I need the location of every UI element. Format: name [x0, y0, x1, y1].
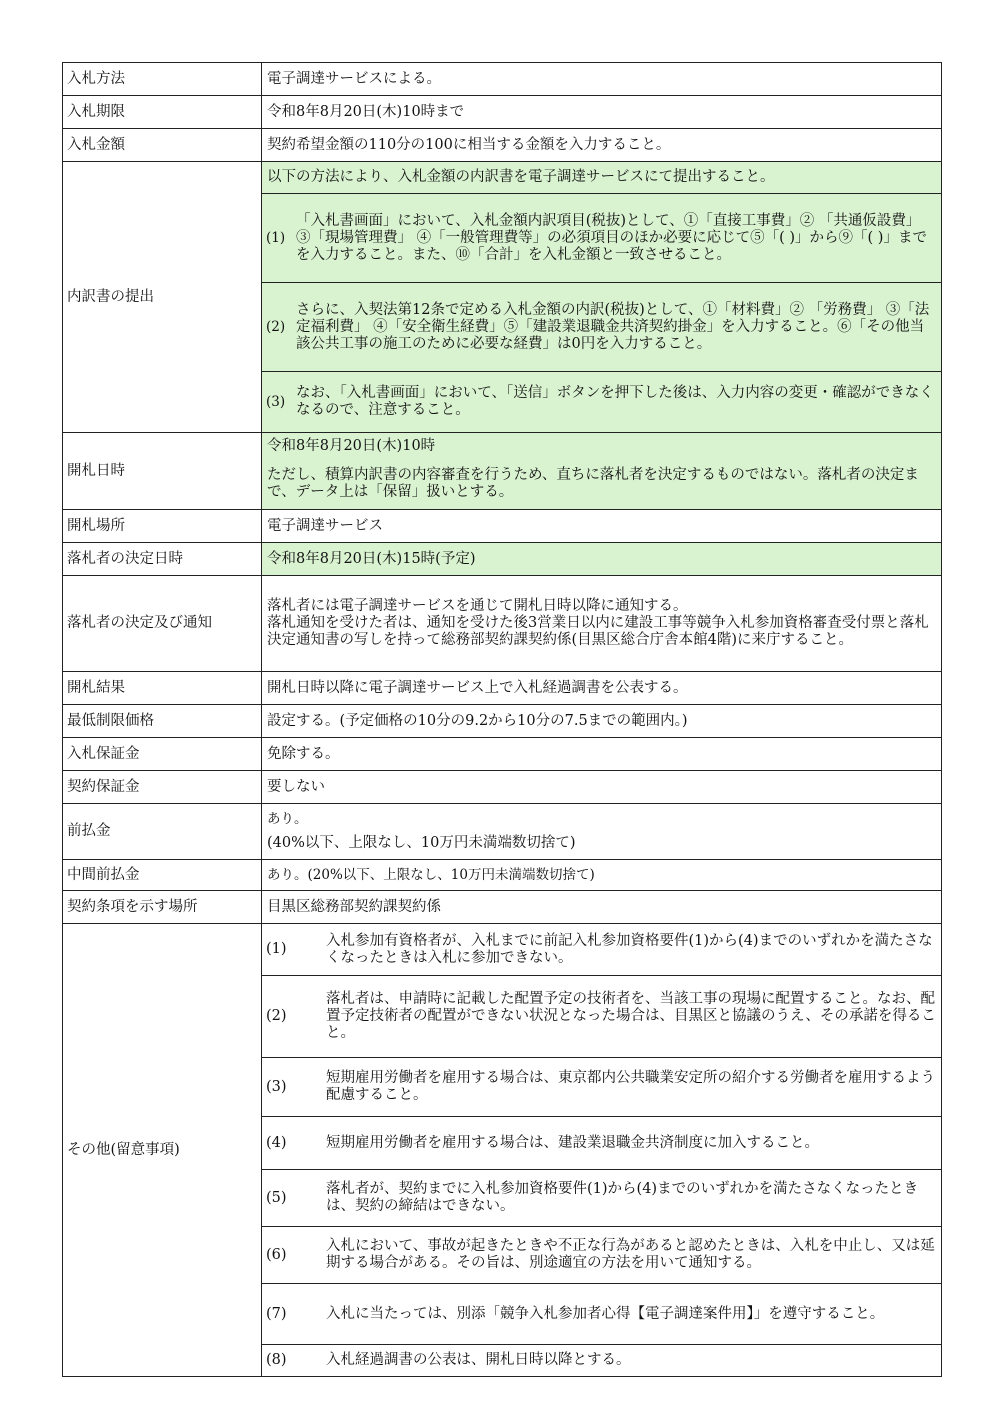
label-breakdown: 内訳書の提出 — [63, 162, 262, 433]
opening-line2-row — [262, 460, 941, 509]
value-amount: 契約希望金額の110分の100に相当する金額を入力すること。 — [262, 129, 942, 162]
other-item-2 — [262, 975, 941, 1057]
value-deadline: 令和8年8月20日(木)10時まで — [262, 96, 942, 129]
label-bid-bond: 入札保証金 — [63, 738, 262, 771]
other-item-num: (4) — [266, 1134, 287, 1151]
other-cell — [262, 924, 942, 1377]
breakdown-item-text: 「入札書画面」において、入札金額内訳項目(税抜)として、①「直接工事費」② 「共通仮設費」 ③「現場管理費」 ④「一般管理費等」の必須項目のほか必要に応じて⑤「( )」から⑨「( )」までを入力すること。また、⑩「合計」を入札金額と一致させること。 — [296, 212, 927, 263]
label-result: 開札結果 — [63, 672, 262, 705]
label-opening: 開札日時 — [63, 433, 262, 510]
other-item-text: 短期雇用労働者を雇用する場合は、東京都内公共職業安定所の紹介する労働者を雇用するよう配慮すること。 — [326, 1070, 935, 1103]
label-method: 入札方法 — [63, 63, 262, 96]
other-item-num: (7) — [266, 1305, 287, 1322]
value-decision-date: 令和8年8月20日(木)15時(予定) — [262, 543, 942, 576]
other-item-4 — [262, 1116, 941, 1169]
other-item-text: 入札参加有資格者が、入札までに前記入札参加資格要件(1)から(4)までのいずれかを満たさなくなったときは入札に参加できない。 — [326, 932, 933, 966]
value-result: 開札日時以降に電子調達サービス上で入札経過調書を公表する。 — [262, 672, 942, 705]
other-item-7 — [262, 1283, 941, 1344]
label-advance: 前払金 — [63, 804, 262, 860]
other-item-text: 入札において、事故が起きたときや不正な行為があると認めたときは、入札を中止し、又は延期する場合がある。その旨は、別途適宜の方法を用いて通知する。 — [326, 1238, 935, 1271]
breakdown-intro: 以下の方法により、入札金額の内訳書を電子調達サービスにて提出すること。 — [267, 169, 775, 185]
label-terms-place: 契約条項を示す場所 — [63, 891, 262, 924]
decision-notice-line2: 落札通知を受けた者は、通知を受けた後3営業日以内に建設工事等競争入札参加資格審査受付票と落札決定通知書の写しを持って総務部契約課契約係(目黒区総合庁舎本館4階)に来庁すること。 — [267, 615, 929, 648]
breakdown-item-text: さらに、入契法第12条で定める入札金額の内訳(税抜)として、①「材料費」② 「労務費」 ③「法定福利費」 ④「安全衛生経費」⑤「建設業退職金共済契約掛金」を入力すること。⑥「その他当該公共工事の施工のために必要な経費」は0円を入力すること。 — [296, 301, 930, 352]
value-min-price: 設定する。(予定価格の10分の9.2から10分の7.5までの範囲内。) — [262, 705, 942, 738]
value-terms-place: 目黒区総務部契約課契約係 — [262, 891, 942, 924]
breakdown-item-num: (3) — [266, 393, 286, 410]
other-item-text: 落札者は、申請時に記載した配置予定の技術者を、当該工事の現場に配置すること。なお、配置予定技術者の配置ができない状況となった場合は、目黒区と協議のうえ、その承諾を得ること。 — [326, 991, 936, 1041]
label-amount: 入札金額 — [63, 129, 262, 162]
other-item-3 — [262, 1057, 941, 1116]
breakdown-item-num: (1) — [266, 229, 286, 246]
opening-line2: ただし、積算内訳書の内容審査を行うため、直ちに落札者を決定するものではない。落札者の決定まで、データ上は「保留」扱いとする。 — [267, 467, 919, 500]
tender-info-table — [62, 62, 942, 1377]
breakdown-item-2 — [262, 282, 941, 371]
other-item-text: 短期雇用労働者を雇用する場合は、建設業退職金共済制度に加入すること。 — [326, 1134, 819, 1151]
other-item-6 — [262, 1226, 941, 1283]
value-method: 電子調達サービスによる。 — [262, 63, 942, 96]
opening-line1: 令和8年8月20日(木)10時 — [267, 438, 436, 454]
breakdown-item-text: なお、「入札書画面」において、「送信」ボタンを押下した後は、入力内容の変更・確認ができなくなるので、注意すること。 — [296, 385, 934, 418]
opening-cell — [262, 433, 942, 510]
other-item-num: (6) — [266, 1246, 287, 1263]
value-contract-bond: 要しない — [262, 771, 942, 804]
label-decision-notice: 落札者の決定及び通知 — [63, 576, 262, 672]
other-item-8 — [262, 1344, 941, 1376]
label-min-price: 最低制限価格 — [63, 705, 262, 738]
label-decision-date: 落札者の決定日時 — [63, 543, 262, 576]
other-item-num: (1) — [266, 941, 287, 957]
other-item-num: (3) — [266, 1078, 287, 1095]
value-bid-bond: 免除する。 — [262, 738, 942, 771]
breakdown-item-3 — [262, 371, 941, 432]
decision-notice-line1: 落札者には電子調達サービスを通じて開札日時以降に通知する。 — [267, 598, 688, 614]
other-item-num: (5) — [266, 1189, 287, 1206]
other-item-num: (2) — [266, 1008, 287, 1024]
label-other: その他(留意事項) — [63, 924, 262, 1377]
value-place: 電子調達サービス — [262, 510, 942, 543]
opening-line1-row — [262, 434, 941, 460]
breakdown-item-1 — [262, 193, 941, 282]
label-deadline: 入札期限 — [63, 96, 262, 129]
other-item-5 — [262, 1169, 941, 1226]
label-mid-advance: 中間前払金 — [63, 860, 262, 891]
other-item-text: 落札者が、契約までに入札参加資格要件(1)から(4)までのいずれかを満たさなくなったときは、契約の締結はできない。 — [326, 1181, 919, 1214]
label-contract-bond: 契約保証金 — [63, 771, 262, 804]
other-item-text: 入札経過調書の公表は、開札日時以降とする。 — [326, 1352, 631, 1368]
label-place: 開札場所 — [63, 510, 262, 543]
other-item-num: (8) — [266, 1352, 287, 1368]
value-mid-advance: あり。(20%以下、上限なし、10万円未満端数切捨て) — [262, 860, 942, 891]
advance-line2: (40%以下、上限なし、10万円未満端数切捨て) — [267, 835, 576, 851]
advance-cell — [262, 804, 942, 860]
breakdown-cell — [262, 162, 942, 433]
advance-line1: あり。 — [267, 811, 308, 827]
breakdown-intro-row — [262, 162, 941, 193]
breakdown-item-num: (2) — [266, 318, 286, 335]
decision-notice-cell — [262, 576, 942, 672]
other-item-text: 入札に当たっては、別添「競争入札参加者心得【電子調達案件用】」を遵守すること。 — [326, 1305, 885, 1322]
other-item-1 — [262, 924, 941, 975]
